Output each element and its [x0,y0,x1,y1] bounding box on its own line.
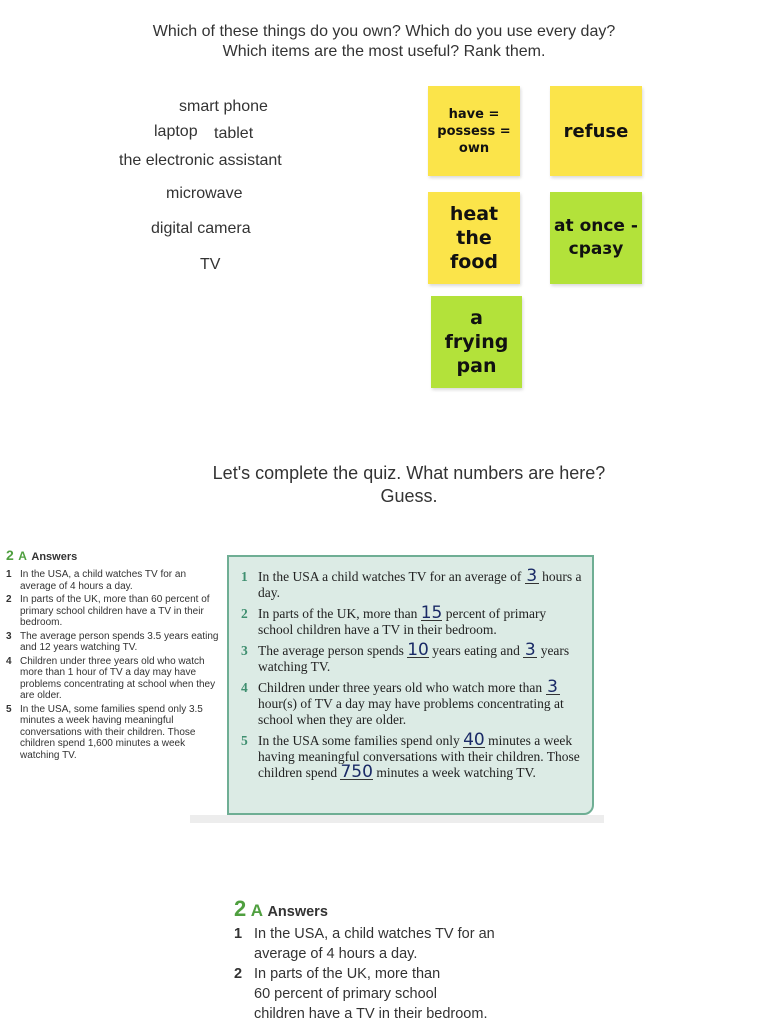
answers-big [234,896,564,1024]
handwritten-answer: 40 [463,730,485,750]
quiz-item-3: 3 The average person spends 10 years eating and 3 years watching TV. [241,640,570,674]
sticky-note-refuse-text: refuse [563,120,629,142]
item-microwave: microwave [166,185,243,202]
handwritten-answer: 3 [526,566,538,586]
answers-small-letter: A [18,549,27,563]
answers-small-item: 2 In parts of the UK, more than 60 percent of primary school children have a TV in their bedroom. [6,594,210,628]
answers-small-item: 5 In the USA, some families spend only 3.5 minutes a week having meaningful conversations with their children. Those children spend 1,600 minutes a week watching TV. [6,703,203,761]
sticky-note-frying-pan-text: a frying pan [444,307,509,377]
answers-big-letter: A [250,901,263,920]
sticky-note-have [428,86,520,176]
answers-big-item-1: 1 In the USA, a child watches TV for an average of 4 hours a day. [234,926,495,962]
question-1 [0,22,768,62]
sticky-note-heat [428,192,520,284]
quiz-box-shadow [190,815,604,823]
answers-small-list [6,569,221,761]
quiz-box [227,555,594,815]
handwritten-answer: 3 [547,677,558,697]
answers-small-title: Answers [31,551,78,563]
item-smart-phone: smart phone [179,98,268,115]
handwritten-answer: 10 [407,640,429,660]
answers-big-title: Answers [267,904,328,920]
sticky-note-at-once [550,192,642,284]
sticky-note-heat-text: heat the food [449,203,499,273]
question-2-line-1: Let's complete the quiz. What numbers are here? [212,463,606,483]
answers-small [6,547,221,763]
question-1-line-1: Which of these things do you own? Which do you use every day? [152,23,616,40]
sticky-note-at-once-text: at once - сразу [554,216,638,259]
answers-big-num: 2 [234,896,247,921]
quiz-item-4: 4 Children under three years old who watch more than 3 hour(s) of TV a day may have problems concentrating at school when they are older. [241,677,564,727]
sticky-note-have-text: have = possess = own [437,106,511,156]
answers-small-item: 4 Children under three years old who watch more than 1 hour of TV a day may have problems concentrating at school when they are older. [6,655,216,701]
sticky-note-refuse [550,86,642,176]
item-laptop: laptop [154,123,198,140]
item-electronic-assistant: the electronic assistant [119,152,282,169]
handwritten-answer: 750 [340,762,373,782]
question-2 [0,462,768,508]
question-1-line-2: Which items are the most useful? Rank them. [222,43,546,60]
question-2-line-2: Guess. [380,486,438,506]
answers-small-num: 2 [6,547,14,563]
answers-big-item-2: 2 In parts of the UK, more than 60 percent of primary school children have a TV in their bedroom. [234,966,488,1022]
sticky-note-frying-pan [431,296,522,388]
handwritten-answer: 15 [420,603,443,623]
answers-small-item: 1 In the USA, a child watches TV for an average of 4 hours a day. [6,569,187,592]
item-digital-camera: digital camera [151,220,251,237]
item-tv: TV [200,256,221,273]
item-tablet: tablet [214,125,254,142]
quiz-item-5: 5 In the USA some families spend only 40 minutes a week having meaningful conversations with their children. Those children spend 750 minutes a week watching TV. [241,730,580,782]
quiz-item-1: 1 In the USA a child watches TV for an average of 3 hours a day. [241,566,582,600]
quiz-item-2: 2 In parts of the UK, more than 15 percent of primary school children have a TV in their bedroom. [241,603,547,637]
handwritten-answer: 3 [524,640,536,660]
answers-small-item: 3 The average person spends 3.5 years eating and 12 years watching TV. [6,630,219,653]
